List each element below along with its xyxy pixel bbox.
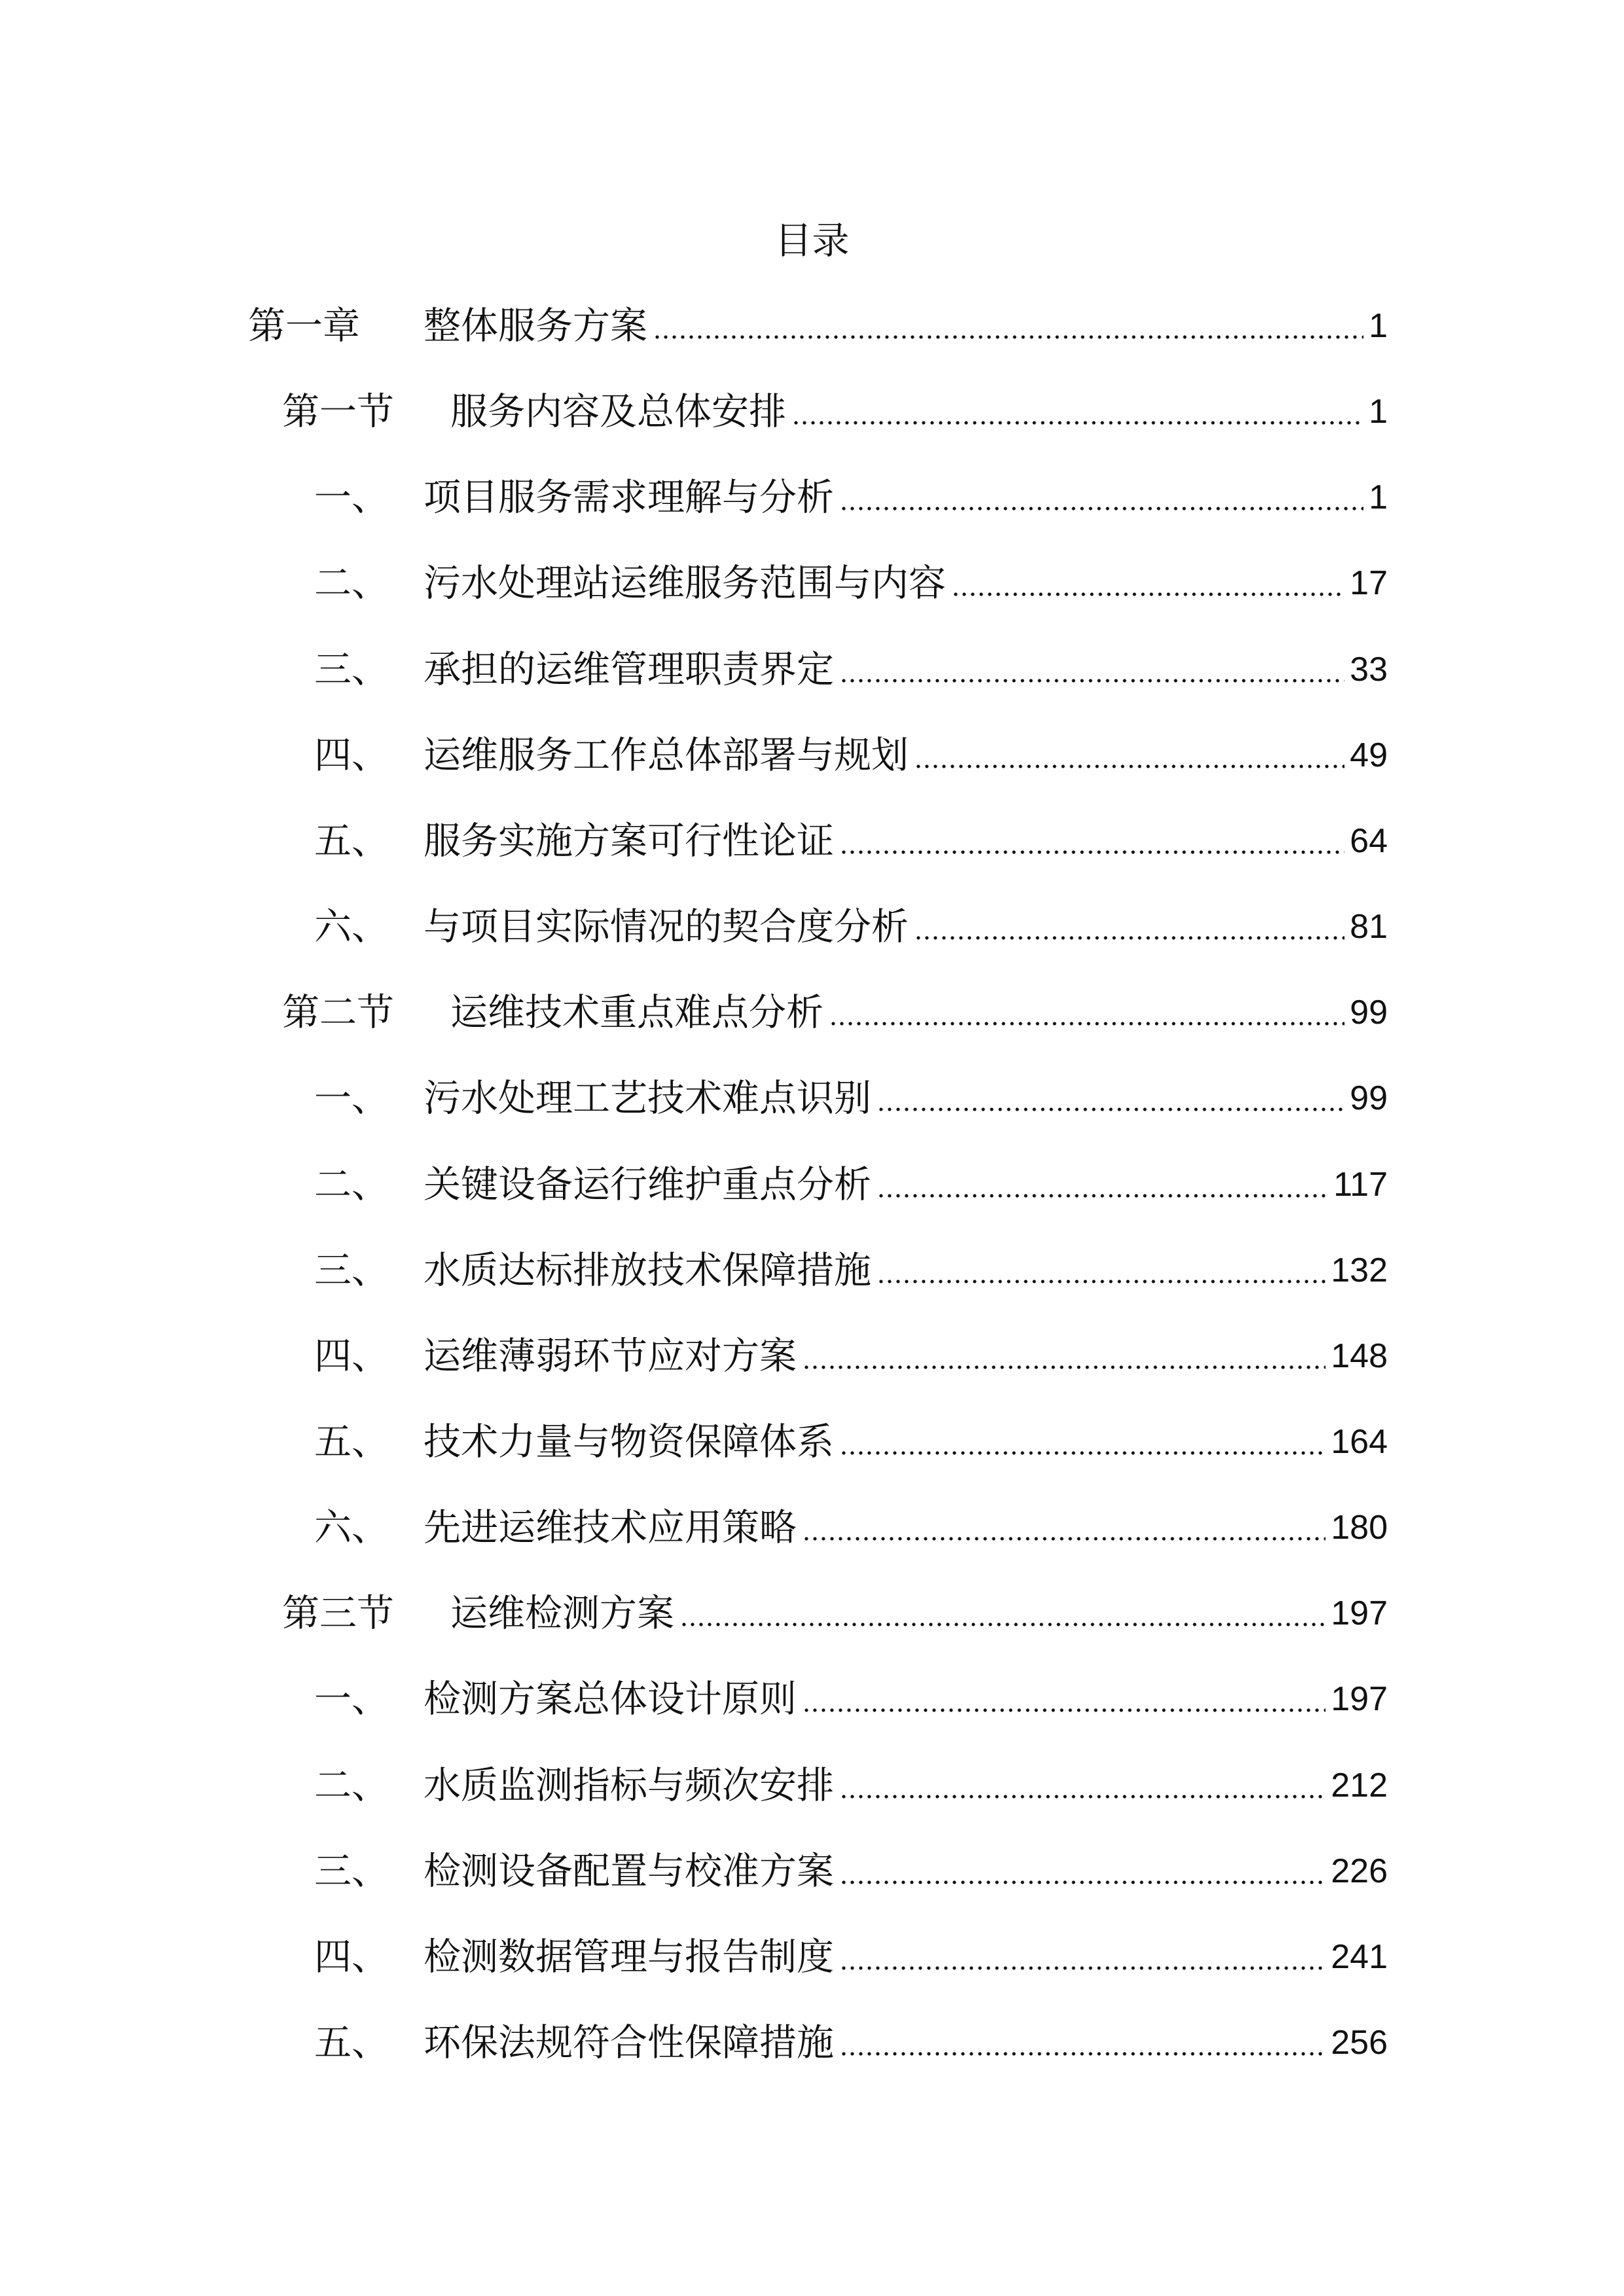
toc-entry-section[interactable] xyxy=(0,1581,1624,1646)
toc-entry-title: 与项目实际情况的契合度分析 xyxy=(424,905,909,948)
toc-entry-number: 三、 xyxy=(314,1850,389,1893)
toc-entry-item[interactable] xyxy=(0,1495,1624,1560)
toc-entry-title: 污水处理工艺技术难点识别 xyxy=(424,1077,871,1120)
toc-entry-title: 水质达标排放技术保障措施 xyxy=(424,1249,871,1292)
toc-entry-item[interactable] xyxy=(0,2010,1624,2075)
toc-entry-title: 检测数据管理与报告制度 xyxy=(424,1935,834,1979)
toc-entry-item[interactable] xyxy=(0,1839,1624,1904)
toc-entry-item[interactable] xyxy=(0,1152,1624,1217)
toc-entry-item[interactable] xyxy=(0,894,1624,960)
toc-entry-section[interactable] xyxy=(0,379,1624,444)
toc-entry-item[interactable] xyxy=(0,1409,1624,1475)
toc-page-number: 117 xyxy=(1333,1166,1388,1204)
toc-page-number: 1 xyxy=(1369,478,1388,516)
toc-entry-item[interactable] xyxy=(0,808,1624,874)
toc-dot-leader xyxy=(842,1795,1326,1799)
toc-page-number: 1 xyxy=(1369,393,1388,431)
toc-entry-item[interactable] xyxy=(0,1753,1624,1818)
toc-entry-body xyxy=(424,293,1388,359)
toc-entry-item[interactable] xyxy=(0,465,1624,530)
toc-entry-body xyxy=(424,1238,1388,1303)
toc-entry-title: 先进运维技术应用策略 xyxy=(424,1506,797,1549)
toc-dot-leader xyxy=(804,1365,1326,1369)
toc-entry-body xyxy=(424,1495,1388,1560)
toc-entry-number: 五、 xyxy=(314,2021,389,2064)
toc-entry-title: 关键设备运行维护重点分析 xyxy=(424,1163,871,1206)
toc-entry-title: 环保法规符合性保障措施 xyxy=(424,2021,834,2064)
toc-entry-item[interactable] xyxy=(0,1238,1624,1303)
toc-entry-number: 六、 xyxy=(314,905,389,948)
toc-entry-body xyxy=(424,1753,1388,1818)
toc-entry-title: 运维技术重点难点分析 xyxy=(450,991,823,1034)
toc-entry-number: 一、 xyxy=(314,1677,389,1721)
toc-entry-number: 第一章 xyxy=(248,304,360,348)
toc-entry-body xyxy=(424,2010,1388,2075)
toc-entry-number: 二、 xyxy=(314,1764,389,1807)
toc-entry-title: 运维薄弱环节应对方案 xyxy=(424,1335,797,1378)
toc-entry-body xyxy=(424,1152,1388,1217)
toc-entry-number: 一、 xyxy=(314,1077,389,1120)
toc-entry-item[interactable] xyxy=(0,723,1624,788)
toc-entry-number: 二、 xyxy=(314,1163,389,1206)
toc-dot-leader xyxy=(794,421,1363,425)
toc-dot-leader xyxy=(804,1708,1326,1712)
toc-page-number: 1 xyxy=(1369,307,1388,345)
toc-dot-leader xyxy=(842,1880,1326,1884)
toc-entry-title: 运维服务工作总体部署与规划 xyxy=(424,734,909,777)
toc-dot-leader xyxy=(842,1966,1326,1970)
toc-page-number: 148 xyxy=(1331,1337,1388,1375)
toc-entry-body xyxy=(424,723,1388,788)
toc-entry-number: 四、 xyxy=(314,734,389,777)
toc-dot-leader xyxy=(842,1451,1326,1455)
toc-entry-body xyxy=(424,1066,1388,1131)
toc-entry-section[interactable] xyxy=(0,980,1624,1045)
toc-entry-number: 三、 xyxy=(314,648,389,691)
toc-entry-number: 五、 xyxy=(314,1420,389,1463)
toc-dot-leader xyxy=(842,679,1344,683)
toc-entry-title: 运维检测方案 xyxy=(450,1592,674,1635)
toc-entry-item[interactable] xyxy=(0,1924,1624,1990)
toc-entry-item[interactable] xyxy=(0,1066,1624,1131)
toc-entry-number: 第二节 xyxy=(282,991,394,1034)
toc-page-number: 197 xyxy=(1331,1680,1388,1718)
toc-entry-number: 一、 xyxy=(314,476,389,519)
toc-entry-body xyxy=(450,379,1388,444)
toc-entry-body xyxy=(450,1581,1388,1646)
toc-entry-title: 服务内容及总体安排 xyxy=(450,390,786,433)
toc-page-number: 212 xyxy=(1331,1767,1388,1804)
toc-dot-leader xyxy=(916,936,1344,940)
toc-entry-title: 技术力量与物资保障体系 xyxy=(424,1420,834,1463)
toc-page-number: 256 xyxy=(1331,2024,1388,2062)
toc-page-number: 241 xyxy=(1331,1938,1388,1976)
toc-page-number: 197 xyxy=(1331,1594,1388,1632)
toc-dot-leader xyxy=(804,1537,1326,1541)
toc-entry-body xyxy=(424,550,1388,616)
toc-entry-item[interactable] xyxy=(0,637,1624,702)
toc-entry-chapter[interactable] xyxy=(0,293,1624,359)
toc-entry-body xyxy=(424,637,1388,702)
toc-entry-number: 五、 xyxy=(314,819,389,863)
toc-entry-number: 六、 xyxy=(314,1506,389,1549)
toc-entry-title: 检测设备配置与校准方案 xyxy=(424,1850,834,1893)
toc-entry-body xyxy=(450,980,1388,1045)
toc-entry-title: 服务实施方案可行性论证 xyxy=(424,819,834,863)
toc-dot-leader xyxy=(842,2052,1326,2056)
toc-entry-number: 第一节 xyxy=(282,390,394,433)
toc-entry-title: 水质监测指标与频次安排 xyxy=(424,1764,834,1807)
toc-dot-leader xyxy=(831,1022,1344,1026)
toc-entry-item[interactable] xyxy=(0,550,1624,616)
toc-entry-body xyxy=(424,1839,1388,1904)
toc-dot-leader xyxy=(954,592,1344,596)
toc-page-number: 64 xyxy=(1350,822,1388,860)
toc-page-number: 180 xyxy=(1331,1509,1388,1547)
toc-entry-number: 四、 xyxy=(314,1935,389,1979)
toc-entry-title: 项目服务需求理解与分析 xyxy=(424,476,834,519)
toc-page-number: 17 xyxy=(1350,564,1388,602)
toc-entry-body xyxy=(424,1323,1388,1389)
toc-entry-body xyxy=(424,894,1388,960)
toc-entry-item[interactable] xyxy=(0,1323,1624,1389)
toc-page-number: 99 xyxy=(1350,1079,1388,1117)
toc-dot-leader xyxy=(879,1107,1344,1111)
toc-entry-number: 二、 xyxy=(314,562,389,605)
toc-entry-body xyxy=(424,465,1388,530)
toc-entry-title: 整体服务方案 xyxy=(424,304,647,348)
toc-entry-number: 三、 xyxy=(314,1249,389,1292)
toc-entry-title: 污水处理站运维服务范围与内容 xyxy=(424,562,946,605)
toc-entry-body xyxy=(424,1924,1388,1990)
toc-page-number: 226 xyxy=(1331,1852,1388,1890)
toc-page-number: 81 xyxy=(1350,908,1388,946)
toc-entry-body xyxy=(424,1666,1388,1732)
toc-page-number: 164 xyxy=(1331,1423,1388,1461)
toc-entry-item[interactable] xyxy=(0,1666,1624,1732)
toc-dot-leader xyxy=(655,335,1363,339)
toc-entry-body xyxy=(424,808,1388,874)
toc-entry-title: 承担的运维管理职责界定 xyxy=(424,648,834,691)
toc-dot-leader xyxy=(916,764,1344,768)
toc-entry-body xyxy=(424,1409,1388,1475)
toc-title: 目录 xyxy=(774,219,850,262)
toc-entry-title: 检测方案总体设计原则 xyxy=(424,1677,797,1721)
toc-dot-leader xyxy=(682,1623,1326,1626)
toc-dot-leader xyxy=(879,1280,1326,1283)
toc-entry-number: 第三节 xyxy=(282,1592,394,1635)
toc-dot-leader xyxy=(879,1194,1328,1198)
toc-entry-number: 四、 xyxy=(314,1335,389,1378)
toc-dot-leader xyxy=(842,850,1344,854)
toc-page-number: 132 xyxy=(1331,1251,1388,1289)
toc-dot-leader xyxy=(842,507,1363,511)
toc-page-number: 33 xyxy=(1350,651,1388,689)
toc-page-number: 49 xyxy=(1350,736,1388,774)
toc-page-number: 99 xyxy=(1350,994,1388,1031)
